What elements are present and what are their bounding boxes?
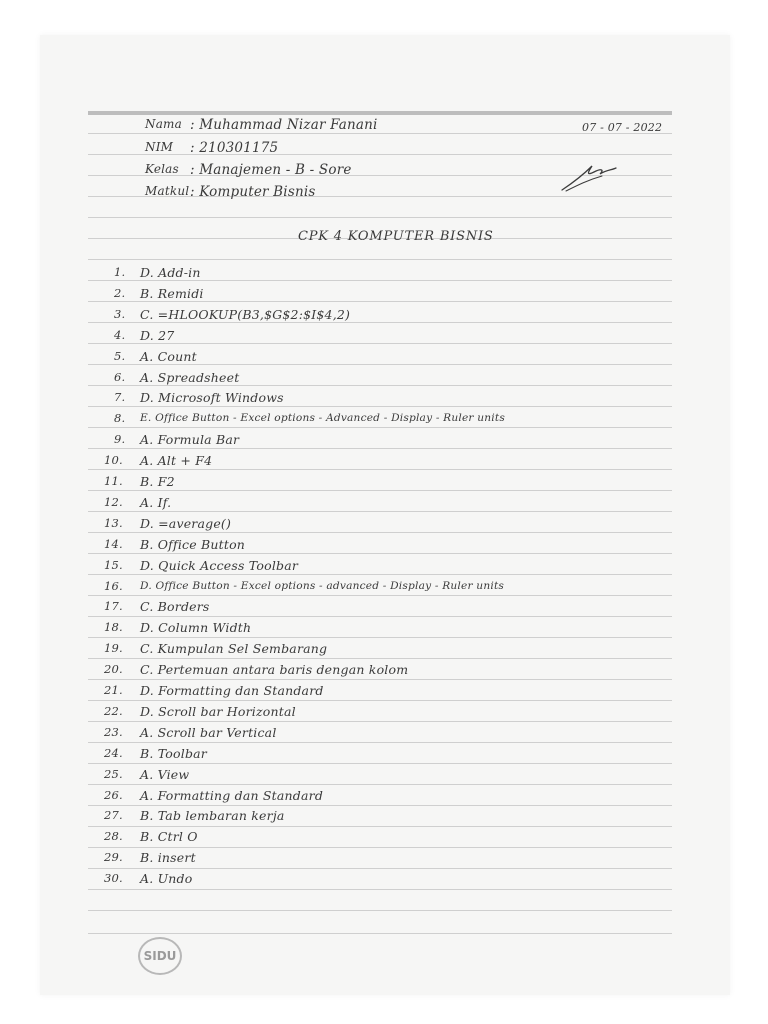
answer-text: B. Office Button: [140, 536, 246, 552]
nim-value: : 210301175: [190, 140, 279, 156]
answer-text: D. Formatting dan Standard: [140, 683, 324, 698]
answer-text: B. Ctrl O: [140, 829, 198, 845]
nama-label: Nama: [145, 117, 182, 131]
paper-brand-logo: SIDU: [138, 937, 182, 975]
ruled-line: [88, 553, 672, 554]
answer-number: 16.: [104, 578, 123, 593]
answer-text: B. Remidi: [140, 285, 204, 301]
kelas-label: Kelas: [145, 162, 179, 176]
answer-text: C. Kumpulan Sel Sembarang: [140, 641, 328, 657]
answer-text: E. Office Button - Excel options - Advanced - Display - Ruler units: [140, 412, 505, 425]
answer-text: B. insert: [140, 850, 196, 866]
answer-text: D. =average(): [140, 515, 232, 531]
ruled-line: [88, 826, 672, 827]
ruled-line: [88, 784, 672, 785]
answer-number: 23.: [104, 724, 123, 739]
answer-text: A. Spreadsheet: [140, 369, 240, 385]
answer-number: 26.: [104, 787, 123, 802]
ruled-line: [88, 301, 672, 302]
answer-number: 7.: [114, 390, 126, 405]
answer-text: C. Pertemuan antara baris dengan kolom: [140, 662, 409, 678]
ruled-line: [88, 721, 672, 722]
answer-number: 13.: [104, 515, 123, 530]
answer-number: 20.: [104, 662, 123, 677]
kelas-value: : Manajemen - B - Sore: [190, 162, 352, 178]
answer-number: 24.: [104, 745, 123, 760]
answer-number: 2.: [114, 285, 126, 300]
answer-text: A. Undo: [140, 871, 193, 887]
ruled-line: [88, 889, 672, 890]
answer-text: D. 27: [140, 327, 175, 343]
answer-text: D. Column Width: [140, 620, 252, 636]
ruled-line: [88, 868, 672, 869]
answer-number: 8.: [114, 411, 126, 426]
ruled-line: [88, 406, 672, 407]
answer-number: 27.: [104, 808, 123, 823]
ruled-line: [88, 805, 672, 806]
answer-number: 28.: [104, 829, 123, 844]
answer-text: B. Tab lembaran kerja: [140, 808, 285, 824]
ruled-line: [88, 700, 672, 701]
ruled-line: [88, 742, 672, 743]
ruled-line: [88, 113, 672, 115]
ruled-line: [88, 280, 672, 281]
answer-text: A. Formula Bar: [140, 432, 240, 448]
answer-number: 10.: [104, 453, 123, 468]
ruled-line: [88, 385, 672, 386]
ruled-line: [88, 469, 672, 470]
answer-number: 14.: [104, 536, 123, 551]
ruled-line: [88, 427, 672, 428]
ruled-line: [88, 532, 672, 533]
answer-number: 29.: [104, 850, 123, 865]
ruled-line: [88, 933, 672, 934]
answer-number: 15.: [104, 557, 123, 572]
answer-text: D. Office Button - Excel options - advanced - Display - Ruler units: [140, 579, 505, 592]
answer-text: B. Toolbar: [140, 745, 207, 761]
answer-number: 25.: [104, 766, 123, 781]
signature-icon: [558, 158, 618, 194]
ruled-line: [88, 637, 672, 638]
answer-text: D. Microsoft Windows: [140, 390, 284, 406]
answer-number: 12.: [104, 494, 123, 509]
answer-text: A. Scroll bar Vertical: [140, 724, 277, 740]
answer-number: 11.: [104, 474, 123, 488]
answer-number: 6.: [114, 369, 126, 384]
answer-text: A. View: [140, 766, 190, 782]
ruled-line: [88, 343, 672, 344]
ruled-line: [88, 574, 672, 575]
answer-text: A. Alt + F4: [140, 453, 213, 469]
ruled-line: [88, 658, 672, 659]
ruled-line: [88, 448, 672, 449]
answer-number: 19.: [104, 641, 123, 656]
answer-number: 21.: [104, 683, 123, 697]
answer-number: 22.: [104, 703, 123, 718]
answer-number: 18.: [104, 620, 123, 635]
ruled-line: [88, 847, 672, 848]
answer-number: 4.: [114, 327, 126, 342]
answer-text: D. Add-in: [140, 265, 201, 280]
answer-number: 9.: [114, 432, 126, 447]
ruled-line: [88, 364, 672, 365]
date: 07 - 07 - 2022: [582, 121, 663, 134]
answer-number: 5.: [114, 348, 126, 363]
ruled-line: [88, 910, 672, 911]
ruled-line: [88, 616, 672, 617]
ruled-line: [88, 763, 672, 764]
ruled-line: [88, 322, 672, 323]
answer-number: 30.: [104, 871, 123, 886]
ruled-line: [88, 490, 672, 491]
answer-text: B. F2: [140, 474, 175, 489]
matkul-value: : Komputer Bisnis: [190, 184, 316, 200]
answer-number: 3.: [114, 306, 126, 321]
page-title: CPK 4 KOMPUTER BISNIS: [298, 229, 494, 244]
answer-text: D. Quick Access Toolbar: [140, 557, 299, 573]
ruled-line: [88, 679, 672, 680]
ruled-line: [88, 154, 672, 155]
answer-text: A. Formatting dan Standard: [140, 787, 324, 803]
ruled-line: [88, 217, 672, 218]
answer-text: C. =HLOOKUP(B3,$G$2:$I$4,2): [140, 306, 351, 322]
ruled-line: [88, 259, 672, 260]
answer-text: A. Count: [140, 348, 197, 364]
matkul-label: Matkul: [145, 184, 190, 198]
nim-label: NIM: [145, 140, 174, 154]
ruled-line: [88, 511, 672, 512]
ruled-line: [88, 595, 672, 596]
nama-value: : Muhammad Nizar Fanani: [190, 117, 378, 133]
answer-text: D. Scroll bar Horizontal: [140, 703, 296, 719]
answer-text: A. If.: [140, 494, 172, 510]
answer-number: 17.: [104, 599, 123, 614]
answer-text: C. Borders: [140, 599, 210, 615]
answer-number: 1.: [114, 265, 126, 279]
